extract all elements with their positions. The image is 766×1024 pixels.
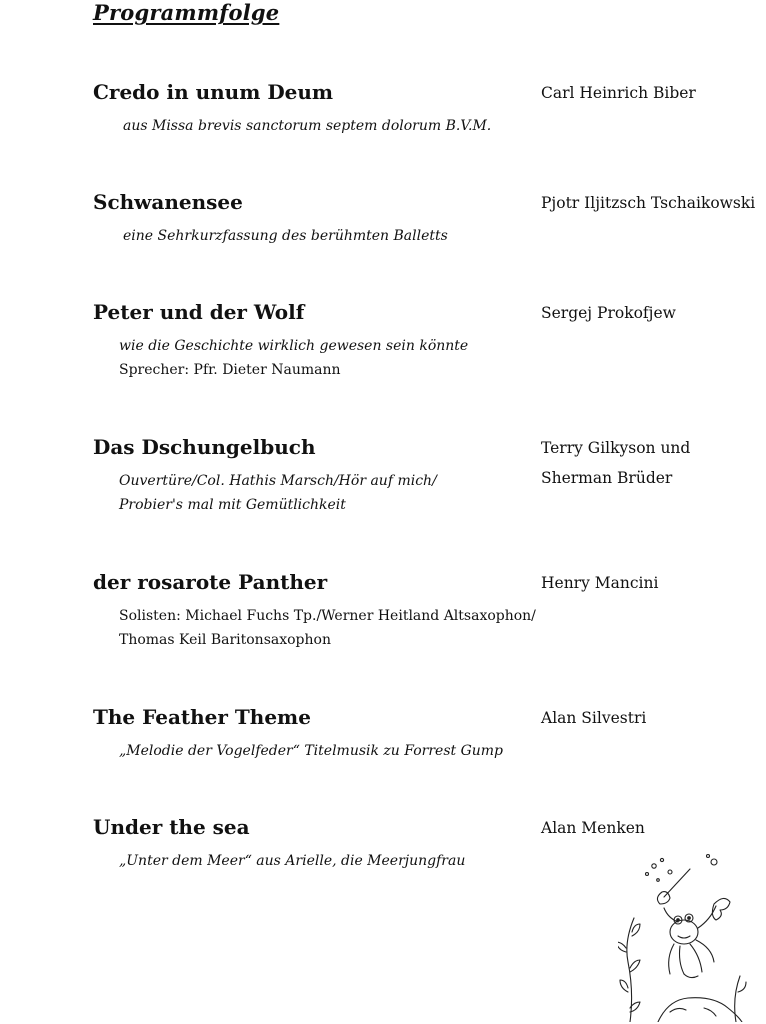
- composer-name: Sergej Prokofjew: [541, 304, 676, 322]
- composer-name: Alan Silvestri: [541, 709, 647, 727]
- piece-title: Peter und der Wolf: [93, 300, 305, 324]
- piece-title: der rosarote Panther: [93, 570, 328, 594]
- piece-description: „Unter dem Meer“ aus Arielle, die Meerjungfrau: [119, 853, 466, 869]
- page-title: Programmfolge: [93, 0, 280, 25]
- piece-description: Ouvertüre/Col. Hathis Marsch/Hör auf mich/: [119, 473, 437, 489]
- piece-description: eine Sehrkurzfassung des berühmten Balletts: [123, 228, 448, 244]
- composer-name: Alan Menken: [541, 819, 645, 837]
- composer-name: Carl Heinrich Biber: [541, 84, 696, 102]
- piece-description-line2: Probier's mal mit Gemütlichkeit: [119, 497, 346, 513]
- composer-name: Henry Mancini: [541, 574, 659, 592]
- composer-name: Terry Gilkyson und: [541, 439, 691, 457]
- piece-title: Das Dschungelbuch: [93, 435, 316, 459]
- soloists-line: Solisten: Michael Fuchs Tp./Werner Heitland Altsaxophon/: [119, 608, 536, 624]
- piece-title: Schwanensee: [93, 190, 243, 214]
- piece-title: Credo in unum Deum: [93, 80, 334, 104]
- composer-name-line2: Sherman Brüder: [541, 469, 673, 487]
- piece-description: „Melodie der Vogelfeder“ Titelmusik zu Forrest Gump: [119, 743, 504, 759]
- crab-conductor-illustration: [618, 852, 748, 1022]
- speaker-line: Sprecher: Pfr. Dieter Naumann: [119, 362, 341, 378]
- soloists-line2: Thomas Keil Baritonsaxophon: [119, 632, 331, 648]
- piece-title: Under the sea: [93, 815, 250, 839]
- piece-title: The Feather Theme: [93, 705, 311, 729]
- composer-name: Pjotr Iljitzsch Tschaikowski: [541, 194, 756, 212]
- piece-description: wie die Geschichte wirklich gewesen sein könnte: [119, 338, 469, 354]
- piece-description: aus Missa brevis sanctorum septem dolorum B.V.M.: [123, 118, 492, 134]
